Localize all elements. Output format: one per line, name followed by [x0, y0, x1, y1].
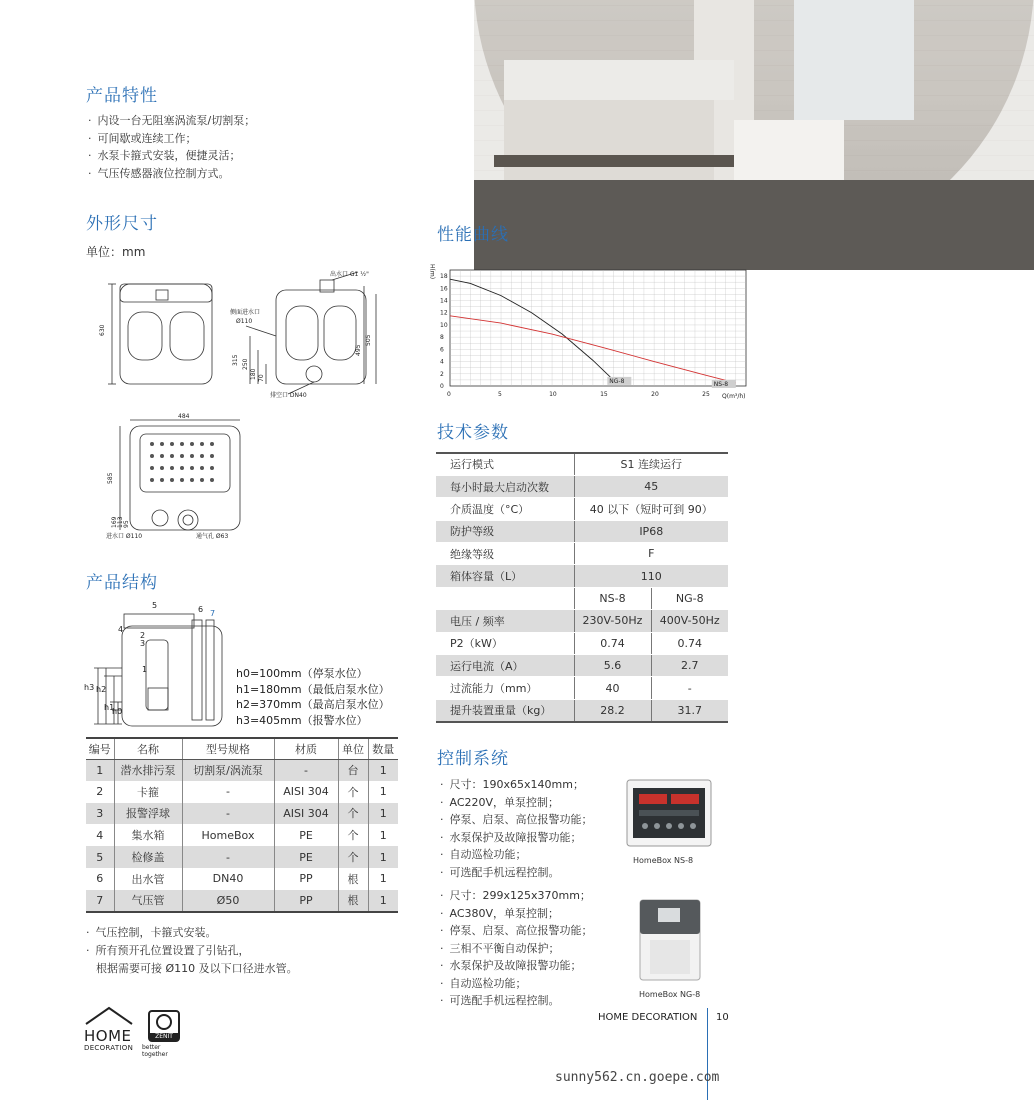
control-item: · 可选配手机远程控制。 [440, 992, 593, 1010]
parts-header: 数量 [368, 738, 398, 759]
parts-header: 编号 [86, 738, 114, 759]
struct-label-1: 1 [142, 665, 148, 674]
zenit-logo [148, 1010, 180, 1042]
brand-home: HOME [84, 1027, 132, 1045]
control-ns-list [440, 776, 593, 881]
control-item: · 尺寸：190x65x140mm； [440, 776, 593, 794]
control-item: · AC380V，单泵控制； [440, 905, 593, 923]
parts-cell: - [274, 759, 338, 781]
tech-row-label: 介质温度（°C） [436, 498, 574, 520]
parts-cell: 5 [86, 846, 114, 868]
tech-model-ng: 31.7 [651, 699, 728, 721]
parts-cell: PE [274, 846, 338, 868]
model-header-ns: NS-8 [574, 587, 651, 609]
tech-model-ns: 40 [574, 677, 651, 699]
parts-row [86, 868, 398, 890]
tech-row [436, 498, 728, 520]
x-tick-label: 10 [549, 391, 557, 398]
x-tick-label: 20 [651, 391, 659, 398]
parts-cell: 切割泵/涡流泵 [182, 759, 274, 781]
tech-model-ns: 28.2 [574, 699, 651, 721]
parts-cell: 1 [368, 868, 398, 890]
note-item: · 气压控制，卡箍式安装。 [86, 924, 298, 942]
control-item: · 停泵、启泵、高位报警功能； [440, 922, 593, 940]
parts-cell: 个 [338, 781, 368, 803]
tech-row [436, 453, 728, 475]
tech-row-label: 运行模式 [436, 453, 574, 475]
parts-cell: 1 [368, 803, 398, 825]
series-tag: NG-8 [609, 377, 625, 385]
tech-row-value: F [574, 543, 728, 565]
parts-cell: - [182, 803, 274, 825]
tech-model-row [436, 677, 728, 699]
parts-cell: 2 [96, 785, 104, 799]
struct-label-h0: h0 [112, 707, 123, 716]
dim-113: 113 [117, 516, 124, 528]
dim-180: 180 [250, 368, 257, 380]
tech-model-ng: 400V-50Hz [651, 610, 728, 632]
control-item: · 停泵、启泵、高位报警功能； [440, 811, 593, 829]
control-item: · 水泵保护及故障报警功能； [440, 829, 593, 847]
parts-cell: 集水箱 [114, 824, 182, 846]
tech-row-label: 每小时最大启动次数 [436, 475, 574, 497]
control-item: · 水泵保护及故障报警功能； [440, 957, 593, 975]
feature-item: · 可间歇或连续工作； [88, 130, 255, 148]
feature-item: · 水泵卡箍式安装，便捷灵活； [88, 147, 255, 165]
control-item: · 自动巡检功能； [440, 975, 593, 993]
series-tag: NS-8 [713, 380, 729, 388]
struct-label-3: 3 [140, 639, 146, 648]
label-inlet: 进水口 Ø110 [106, 533, 143, 540]
performance-curve-chart [430, 250, 750, 400]
page-number: 10 [716, 1012, 729, 1023]
tech-model-label: 提升装置重量（kg） [436, 699, 574, 721]
parts-row [86, 890, 398, 912]
dim-70: 70 [258, 374, 265, 382]
parts-row [86, 781, 398, 803]
zenit-text: ZENIT [150, 1033, 178, 1041]
footer-section-name: HOME DECORATION [598, 1012, 698, 1023]
structure-drawing [84, 600, 234, 735]
parts-cell: PP [274, 868, 338, 890]
label-side-inlet: 侧面进水口 [230, 309, 261, 316]
parts-header: 材质 [274, 738, 338, 759]
tech-model-ng: 2.7 [651, 655, 728, 677]
parts-cell: 3 [86, 803, 114, 825]
watermark: sunny562.cn.goepe.com [555, 1070, 720, 1085]
tech-row-value: S1 连续运行 [574, 453, 728, 475]
control-item: · 尺寸：299x125x370mm； [440, 887, 593, 905]
parts-cell: 1 [368, 781, 398, 803]
parts-header: 型号规格 [182, 738, 274, 759]
tech-row [436, 543, 728, 565]
tech-row-label: 防护等级 [436, 520, 574, 542]
dim-95: 95 [123, 520, 130, 528]
parts-cell: 1 [368, 890, 398, 912]
dim-630: 630 [99, 324, 106, 336]
parts-header: 单位 [338, 738, 368, 759]
dim-250: 250 [242, 358, 249, 370]
level-h3: h3=405mm（报警水位） [236, 713, 368, 727]
ng8-controller-image [636, 896, 706, 984]
dimension-drawing [100, 266, 390, 556]
tech-model-row [436, 632, 728, 654]
parts-cell: 个 [338, 846, 368, 868]
x-tick-label: 0 [447, 391, 451, 398]
footer-divider [707, 1008, 708, 1100]
curve-y-label: H(m) [428, 264, 436, 280]
tech-row [436, 565, 728, 587]
parts-row [86, 803, 398, 825]
parts-cell: - [182, 846, 274, 868]
parts-cell: 出水管 [114, 868, 182, 890]
x-tick-label: 25 [702, 391, 710, 398]
control-item: · 自动巡检功能； [440, 846, 593, 864]
feature-item: · 气压传感器液位控制方式。 [88, 165, 255, 183]
tech-row-label: 绝缘等级 [436, 543, 574, 565]
dim-169: 169 [111, 516, 118, 528]
tech-row-value: IP68 [574, 520, 728, 542]
tech-params-table [436, 452, 728, 723]
tech-row [436, 475, 728, 497]
parts-cell: 1 [86, 759, 114, 781]
y-tick-label: 6 [440, 346, 444, 354]
parts-cell: 个 [338, 803, 368, 825]
control-title: 控制系统 [437, 749, 509, 769]
y-tick-label: 0 [440, 383, 444, 390]
parts-cell: 6 [96, 872, 104, 886]
unit-label: 单位：mm [86, 245, 146, 259]
label-drain: 排空口 DN40 [270, 392, 307, 399]
struct-label-h1: h1 [104, 703, 115, 712]
y-tick-label: 8 [440, 334, 444, 342]
parts-row [86, 824, 398, 846]
tech-model-ns: 5.6 [574, 655, 651, 677]
parts-cell: 根 [338, 868, 368, 890]
parts-cell: 检修盖 [114, 846, 182, 868]
curve-x-label: Q(m³/h) [722, 393, 746, 400]
ns8-controller-image [625, 778, 715, 850]
struct-label-h3: h3 [84, 683, 95, 692]
label-vent: 通气孔 Ø63 [196, 533, 229, 540]
parts-cell: AISI 304 [274, 803, 338, 825]
y-tick-label: 18 [440, 273, 448, 281]
parts-cell: Ø50 [182, 890, 274, 912]
control-item: · AC220V，单泵控制； [440, 794, 593, 812]
home-roof-icon [84, 1006, 134, 1026]
y-tick-label: 10 [440, 321, 448, 329]
parts-cell: PE [274, 824, 338, 846]
tech-model-ns: 230V-50Hz [574, 610, 651, 632]
parts-cell: 1 [368, 824, 398, 846]
parts-cell: 台 [338, 759, 368, 781]
level-h1: h1=180mm（最低启泵水位） [236, 682, 390, 696]
plot-frame [450, 270, 746, 386]
parts-cell: 根 [338, 890, 368, 912]
y-tick-label: 2 [440, 370, 444, 378]
parts-cell: HomeBox [182, 824, 274, 846]
parts-cell: 气压管 [114, 890, 182, 912]
dim-484: 484 [178, 413, 190, 420]
tech-row-value: 40 以下（短时可到 90） [574, 498, 728, 520]
water-levels [236, 666, 390, 728]
parts-cell: 4 [96, 828, 104, 842]
tech-model-label: 电压 / 频率 [436, 610, 574, 632]
tech-row-value: 45 [574, 475, 728, 497]
tech-model-header-row [436, 587, 728, 609]
tech-model-label: P2（kW） [436, 632, 574, 654]
tech-model-ns: 0.74 [574, 632, 651, 654]
struct-label-h2: h2 [96, 685, 107, 694]
tech-model-ng: - [651, 677, 728, 699]
y-tick-label: 4 [440, 358, 444, 366]
tech-model-row [436, 699, 728, 721]
model-header-ng: NG-8 [651, 587, 728, 609]
parts-cell: AISI 304 [274, 781, 338, 803]
control-item: · 可选配手机远程控制。 [440, 864, 593, 882]
tech-model-row [436, 610, 728, 632]
control-ng-list [440, 887, 593, 1010]
tech-model-label: 运行电流（A） [436, 655, 574, 677]
dim-505: 505 [365, 334, 372, 346]
dim-315: 315 [232, 354, 239, 366]
y-tick-label: 16 [440, 285, 448, 293]
tech-row-value: 110 [574, 565, 728, 587]
dimensions-title: 外形尺寸 [86, 214, 158, 234]
tech-model-row [436, 655, 728, 677]
tech-model-label: 过流能力（mm） [436, 677, 574, 699]
parts-cell: 1 [368, 759, 398, 781]
parts-cell: 报警浮球 [114, 803, 182, 825]
parts-row [86, 759, 398, 781]
struct-label-6: 6 [198, 605, 204, 614]
feature-item: · 内设一台无阻塞涡流泵/切割泵； [88, 112, 255, 130]
dim-585: 585 [107, 472, 114, 484]
level-h0: h0=100mm（停泵水位） [236, 667, 368, 680]
parts-cell: DN40 [182, 868, 274, 890]
notes-list [86, 924, 298, 978]
x-tick-label: 5 [498, 391, 502, 398]
ng8-caption: HomeBox NG-8 [639, 990, 701, 999]
struct-label-2: 2 [140, 631, 146, 640]
x-tick-label: 15 [600, 391, 608, 398]
struct-label-5: 5 [152, 601, 158, 610]
control-item: · 三相不平衡自动保护； [440, 940, 593, 958]
label-side-inlet-dia: Ø110 [236, 318, 253, 325]
level-h2: h2=370mm（最高启泵水位） [236, 698, 390, 711]
label-outlet: 出水口 G1 ½" [330, 271, 369, 278]
brand-decoration: DECORATION [84, 1044, 134, 1052]
tech-row [436, 520, 728, 542]
struct-label-7: 7 [210, 609, 216, 618]
tech-row-label: 箱体容量（L） [436, 565, 574, 587]
parts-cell: PP [274, 890, 338, 912]
curve-title: 性能曲线 [437, 225, 509, 245]
parts-cell: - [182, 781, 274, 803]
structure-title: 产品结构 [86, 573, 158, 593]
struct-label-4: 4 [118, 625, 124, 634]
parts-cell: 1 [368, 846, 398, 868]
parts-cell: 7 [86, 890, 114, 912]
tech-model-ng: 0.74 [651, 632, 728, 654]
note-item: 根据需要可接 Ø110 及以下口径进水管。 [96, 962, 298, 975]
note-item: · 所有预开孔位置设置了引钻孔， [86, 942, 298, 960]
zenit-z-icon [156, 1014, 172, 1030]
y-tick-label: 14 [440, 297, 448, 305]
parts-header: 名称 [114, 738, 182, 759]
parts-table [86, 737, 398, 913]
parts-cell: 卡箍 [114, 781, 182, 803]
tech-title: 技术参数 [437, 423, 509, 443]
zenit-tagline: better together [142, 1044, 168, 1058]
dim-495: 495 [355, 344, 362, 356]
features-title: 产品特性 [86, 86, 158, 106]
y-tick-label: 12 [440, 309, 448, 317]
features-list [88, 112, 255, 182]
ns8-caption: HomeBox NS-8 [633, 856, 694, 865]
parts-row [86, 846, 398, 868]
parts-cell: 潜水排污泵 [114, 759, 182, 781]
parts-cell: 个 [338, 824, 368, 846]
bathroom-photo [474, 0, 1034, 260]
